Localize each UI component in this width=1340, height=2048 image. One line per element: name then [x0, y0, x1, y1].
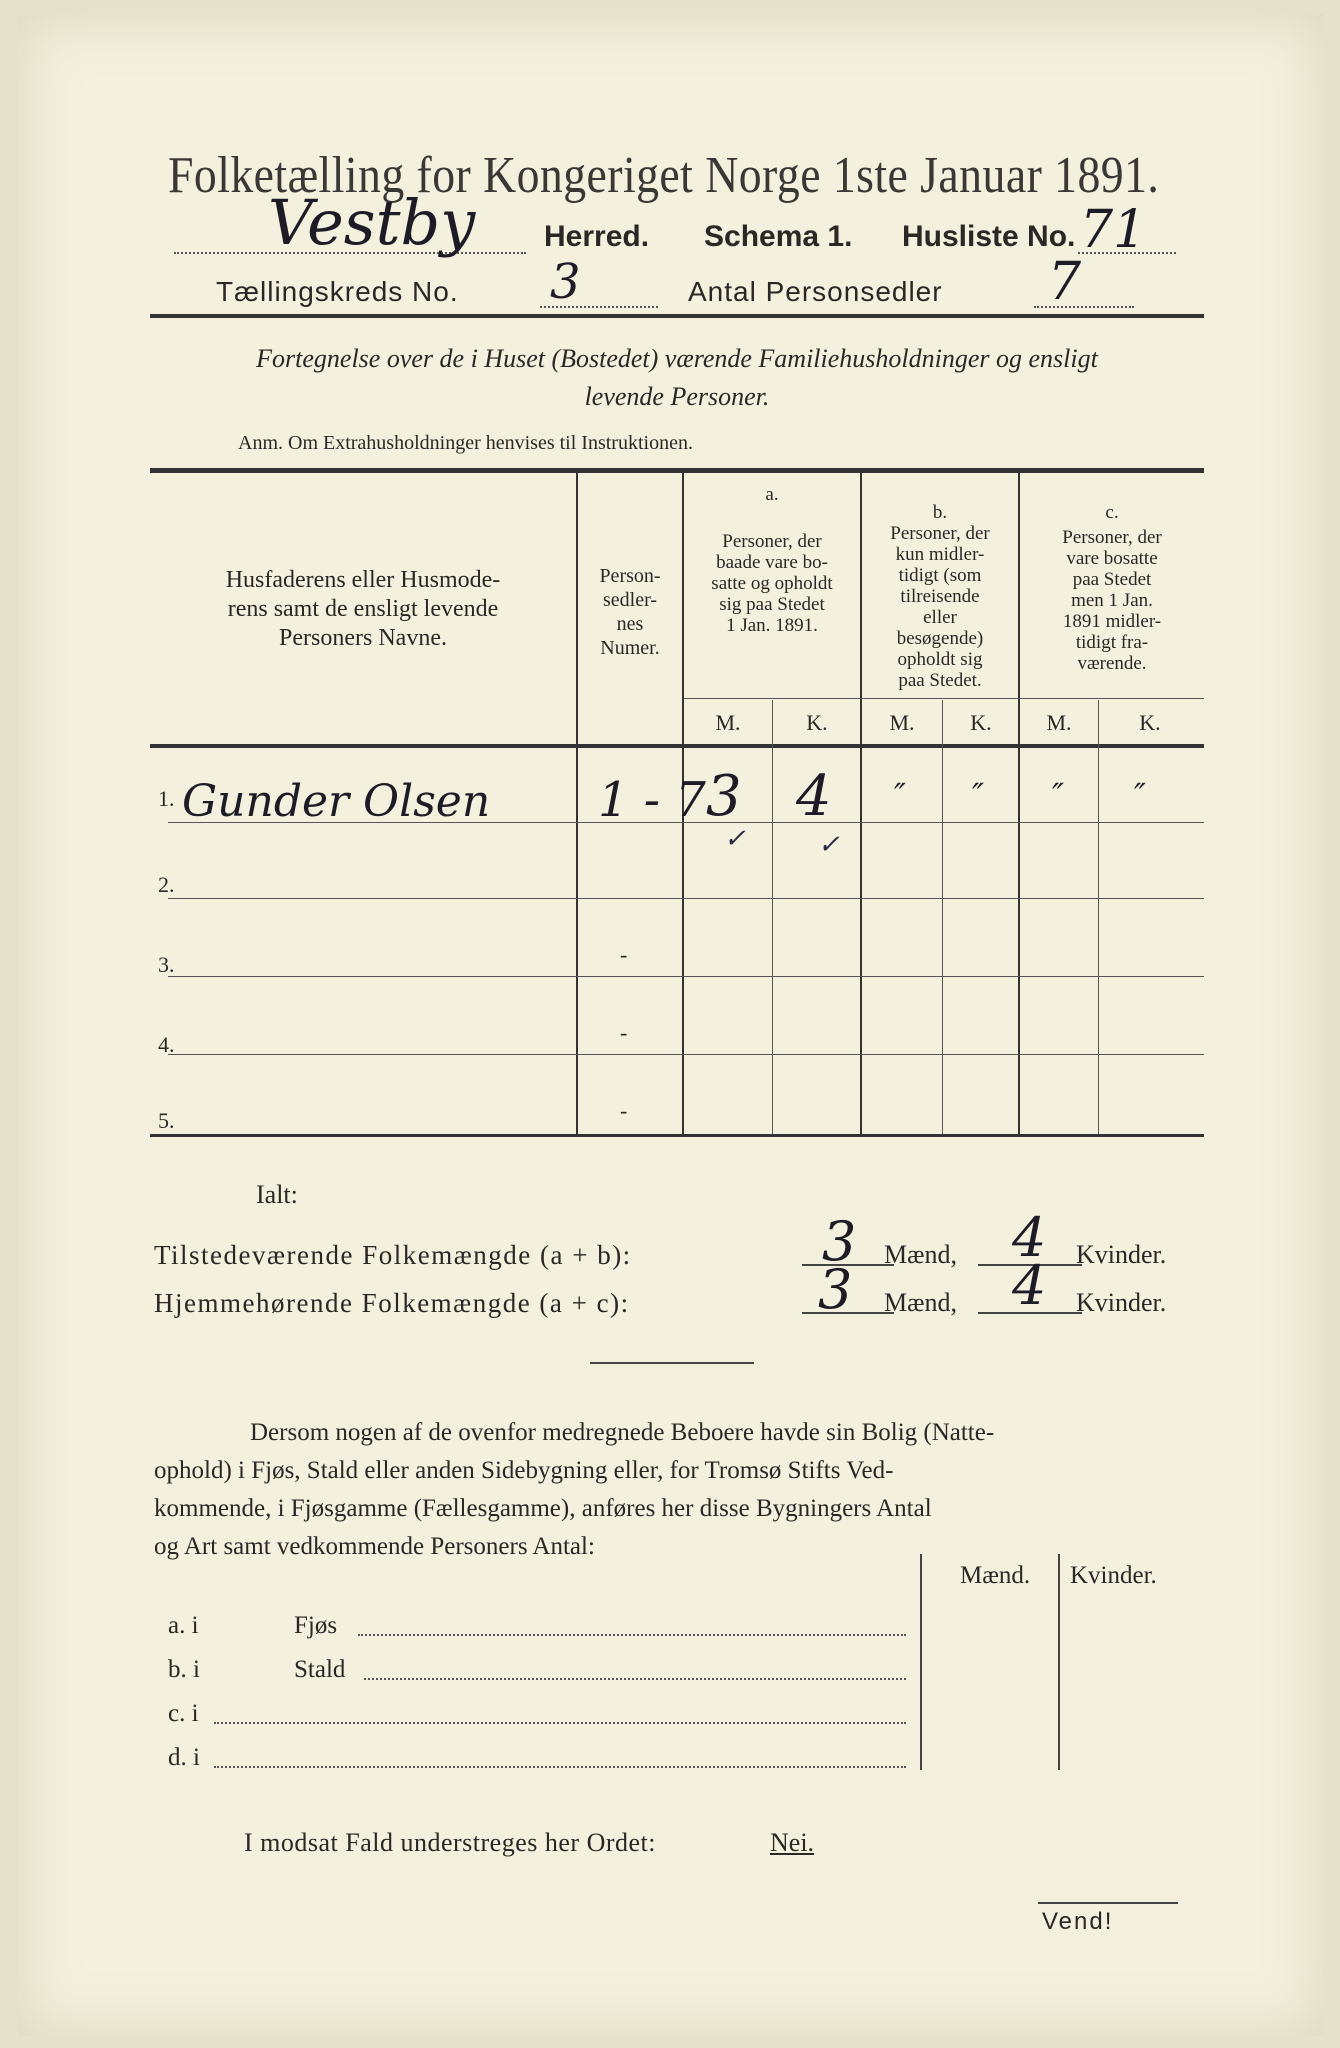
header-rule: [150, 314, 1204, 318]
item-dotline: [214, 1722, 906, 1724]
col-c-line: men 1 Jan.: [1071, 590, 1153, 611]
col-b-line: opholdt sig: [897, 649, 983, 670]
herred-label: Herred.: [544, 220, 650, 253]
hjem-maend: Mænd,: [884, 1288, 957, 1317]
b-k-label: K.: [970, 710, 992, 735]
col-divider-b: [1018, 473, 1020, 1134]
a-m-label: M.: [715, 710, 741, 735]
col-a-letter: a.: [765, 484, 779, 505]
check-mark: ✓: [724, 824, 746, 853]
col-a-line: 1 Jan. 1891.: [726, 615, 818, 636]
item-dotline: [364, 1678, 906, 1680]
row-name: Gunder Olsen: [182, 776, 491, 827]
col-num-line: sedler-: [602, 589, 657, 611]
row-a-m: 3: [706, 764, 742, 829]
col-maend-header: Mænd.: [960, 1562, 1031, 1589]
col-c-letter: c.: [1105, 502, 1119, 523]
para-line: ophold) i Fjøs, Stald eller anden Sidebygning eller, for Tromsø Stifts Ved-: [154, 1457, 894, 1484]
item-dotline: [214, 1766, 906, 1768]
row-sedler: 1 - 7: [598, 772, 706, 828]
col-kvinder-header: Kvinder.: [1070, 1562, 1157, 1589]
form-title: Folketælling for Kongeriget Norge 1ste Januar 1891.: [168, 147, 1160, 204]
row-rule: [168, 976, 1204, 977]
row-sedler: -: [620, 1098, 628, 1123]
col-num-header: [580, 564, 680, 660]
col-divider-name: [576, 473, 578, 1134]
husliste-label: Husliste No.: [902, 220, 1076, 253]
col-b-line: Personer, der: [890, 523, 990, 544]
row-b-k: ″: [972, 776, 984, 814]
col-b-line: kun midler-: [895, 544, 985, 565]
tilst-label: Tilstedeværende Folkemængde (a + b):: [154, 1240, 632, 1270]
hjem-k-value: 4: [1012, 1254, 1047, 1317]
tilst-m-value: 3: [822, 1210, 857, 1273]
tilst-kvinder: Kvinder.: [1076, 1240, 1167, 1269]
col-c-header: [1022, 502, 1202, 674]
col-num-line: Person-: [599, 565, 661, 587]
col-a-header: [686, 484, 858, 636]
item-letter: d. i: [168, 1744, 200, 1771]
antal-value: 7: [1048, 252, 1082, 312]
col-b-line: paa Stedet.: [898, 670, 982, 691]
col-a-line: baade vare bo-: [716, 552, 828, 573]
buildings-paragraph: [154, 1414, 1204, 1566]
check-mark: ✓: [818, 830, 840, 859]
para-line: kommende, i Fjøsgamme (Fællesgamme), anføres her disse Bygningers Antal: [154, 1495, 932, 1522]
b-m-label: M.: [889, 710, 915, 735]
row-rule: [168, 898, 1204, 899]
col-name-header: [158, 566, 568, 653]
table-bottom-rule: [150, 1134, 1204, 1137]
row-b-m: ″: [894, 776, 906, 814]
c-m-label: M.: [1046, 710, 1072, 735]
col-b-line: eller: [923, 607, 957, 628]
intro-line-1: Fortegnelse over de i Huset (Bostedet) værende Familiehusholdninger og ensligt: [256, 344, 1098, 373]
item-dotline: [358, 1634, 906, 1636]
col-name-line: Personers Navne.: [279, 625, 447, 651]
hjem-kvinder: Kvinder.: [1076, 1288, 1167, 1317]
row-number: 1.: [158, 786, 175, 811]
row-rule: [168, 1054, 1204, 1055]
para-line: og Art samt vedkommende Personers Antal:: [154, 1533, 595, 1560]
col-b-header: [864, 502, 1016, 691]
vend-rule: [1038, 1902, 1178, 1904]
col-divider-a-mk: [772, 700, 773, 1134]
kreds-value: 3: [550, 254, 581, 310]
col-num-line: Numer.: [600, 637, 660, 659]
item-letter: b. i: [168, 1656, 200, 1683]
row-number: 2.: [158, 872, 175, 897]
hjem-label: Hjemmehørende Folkemængde (a + c):: [154, 1288, 630, 1318]
item-label: Fjøs: [294, 1612, 338, 1639]
item-letter: a. i: [168, 1612, 199, 1639]
kreds-label: Tællingskreds No.: [216, 276, 459, 307]
col-divider-c-mk: [1098, 700, 1099, 1134]
col-b-letter: b.: [932, 502, 948, 523]
row-sedler: -: [620, 942, 628, 967]
schema-label: Schema 1.: [704, 220, 853, 253]
nei-word: Nei.: [770, 1828, 815, 1857]
para-line: Dersom nogen af de ovenfor medregnede Beboere havde sin Bolig (Natte-: [250, 1419, 995, 1446]
ialt-label: Ialt:: [256, 1180, 298, 1209]
a-k-label: K.: [806, 710, 828, 735]
col-a-line: satte og opholdt: [711, 573, 833, 594]
col-c-line: 1891 midler-: [1062, 611, 1162, 632]
row-number: 4.: [158, 1032, 175, 1057]
buildings-divider-left: [920, 1554, 922, 1770]
col-b-line: tilreisende: [900, 586, 980, 607]
col-c-line: vare bosatte: [1066, 548, 1158, 569]
buildings-divider-right: [1058, 1554, 1060, 1770]
col-b-line: besøgende): [896, 628, 984, 649]
hjem-m-value: 3: [818, 1258, 853, 1321]
c-k-label: K.: [1139, 710, 1161, 735]
col-divider-a: [860, 473, 862, 1134]
col-name-line: Husfaderens eller Husmode-: [225, 567, 501, 593]
tilst-k-value: 4: [1012, 1206, 1047, 1269]
item-label: Stald: [294, 1656, 346, 1683]
mk-header-rule: [684, 698, 1204, 699]
col-a-line: sig paa Stedet: [719, 594, 825, 615]
anm-note: Anm. Om Extrahusholdninger henvises til Instruktionen.: [238, 432, 693, 454]
separator-rule: [590, 1362, 754, 1364]
col-c-line: paa Stedet: [1072, 569, 1152, 590]
row-number: 5.: [158, 1108, 175, 1133]
husliste-value: 71: [1080, 200, 1147, 260]
herred-value: Vestby: [268, 186, 476, 259]
col-name-line: rens samt de ensligt levende: [227, 596, 499, 622]
col-c-line: tidigt fra-: [1075, 632, 1149, 653]
table-top-rule: [150, 468, 1204, 473]
row-sedler: -: [620, 1020, 628, 1045]
row-c-k: ″: [1134, 776, 1146, 814]
census-form-sheet: [18, 14, 1324, 2036]
intro-line-2: levende Personer.: [584, 382, 770, 411]
col-num-line: nes: [616, 613, 644, 635]
table-header-rule: [150, 744, 1204, 748]
row-number: 3.: [158, 952, 175, 977]
row-a-k: 4: [796, 764, 832, 829]
tilst-maend: Mænd,: [884, 1240, 957, 1269]
vend-label: Vend!: [1042, 1908, 1114, 1935]
col-a-line: Personer, der: [722, 531, 822, 552]
col-c-line: værende.: [1077, 653, 1147, 674]
modsat-text: I modsat Fald understreges her Ordet:: [244, 1828, 657, 1857]
col-c-line: Personer, der: [1062, 527, 1162, 548]
col-divider-b-mk: [942, 700, 943, 1134]
row-c-m: ″: [1052, 776, 1064, 814]
antal-label: Antal Personsedler: [688, 276, 943, 307]
col-b-line: tidigt (som: [898, 565, 982, 586]
item-letter: c. i: [168, 1700, 199, 1727]
